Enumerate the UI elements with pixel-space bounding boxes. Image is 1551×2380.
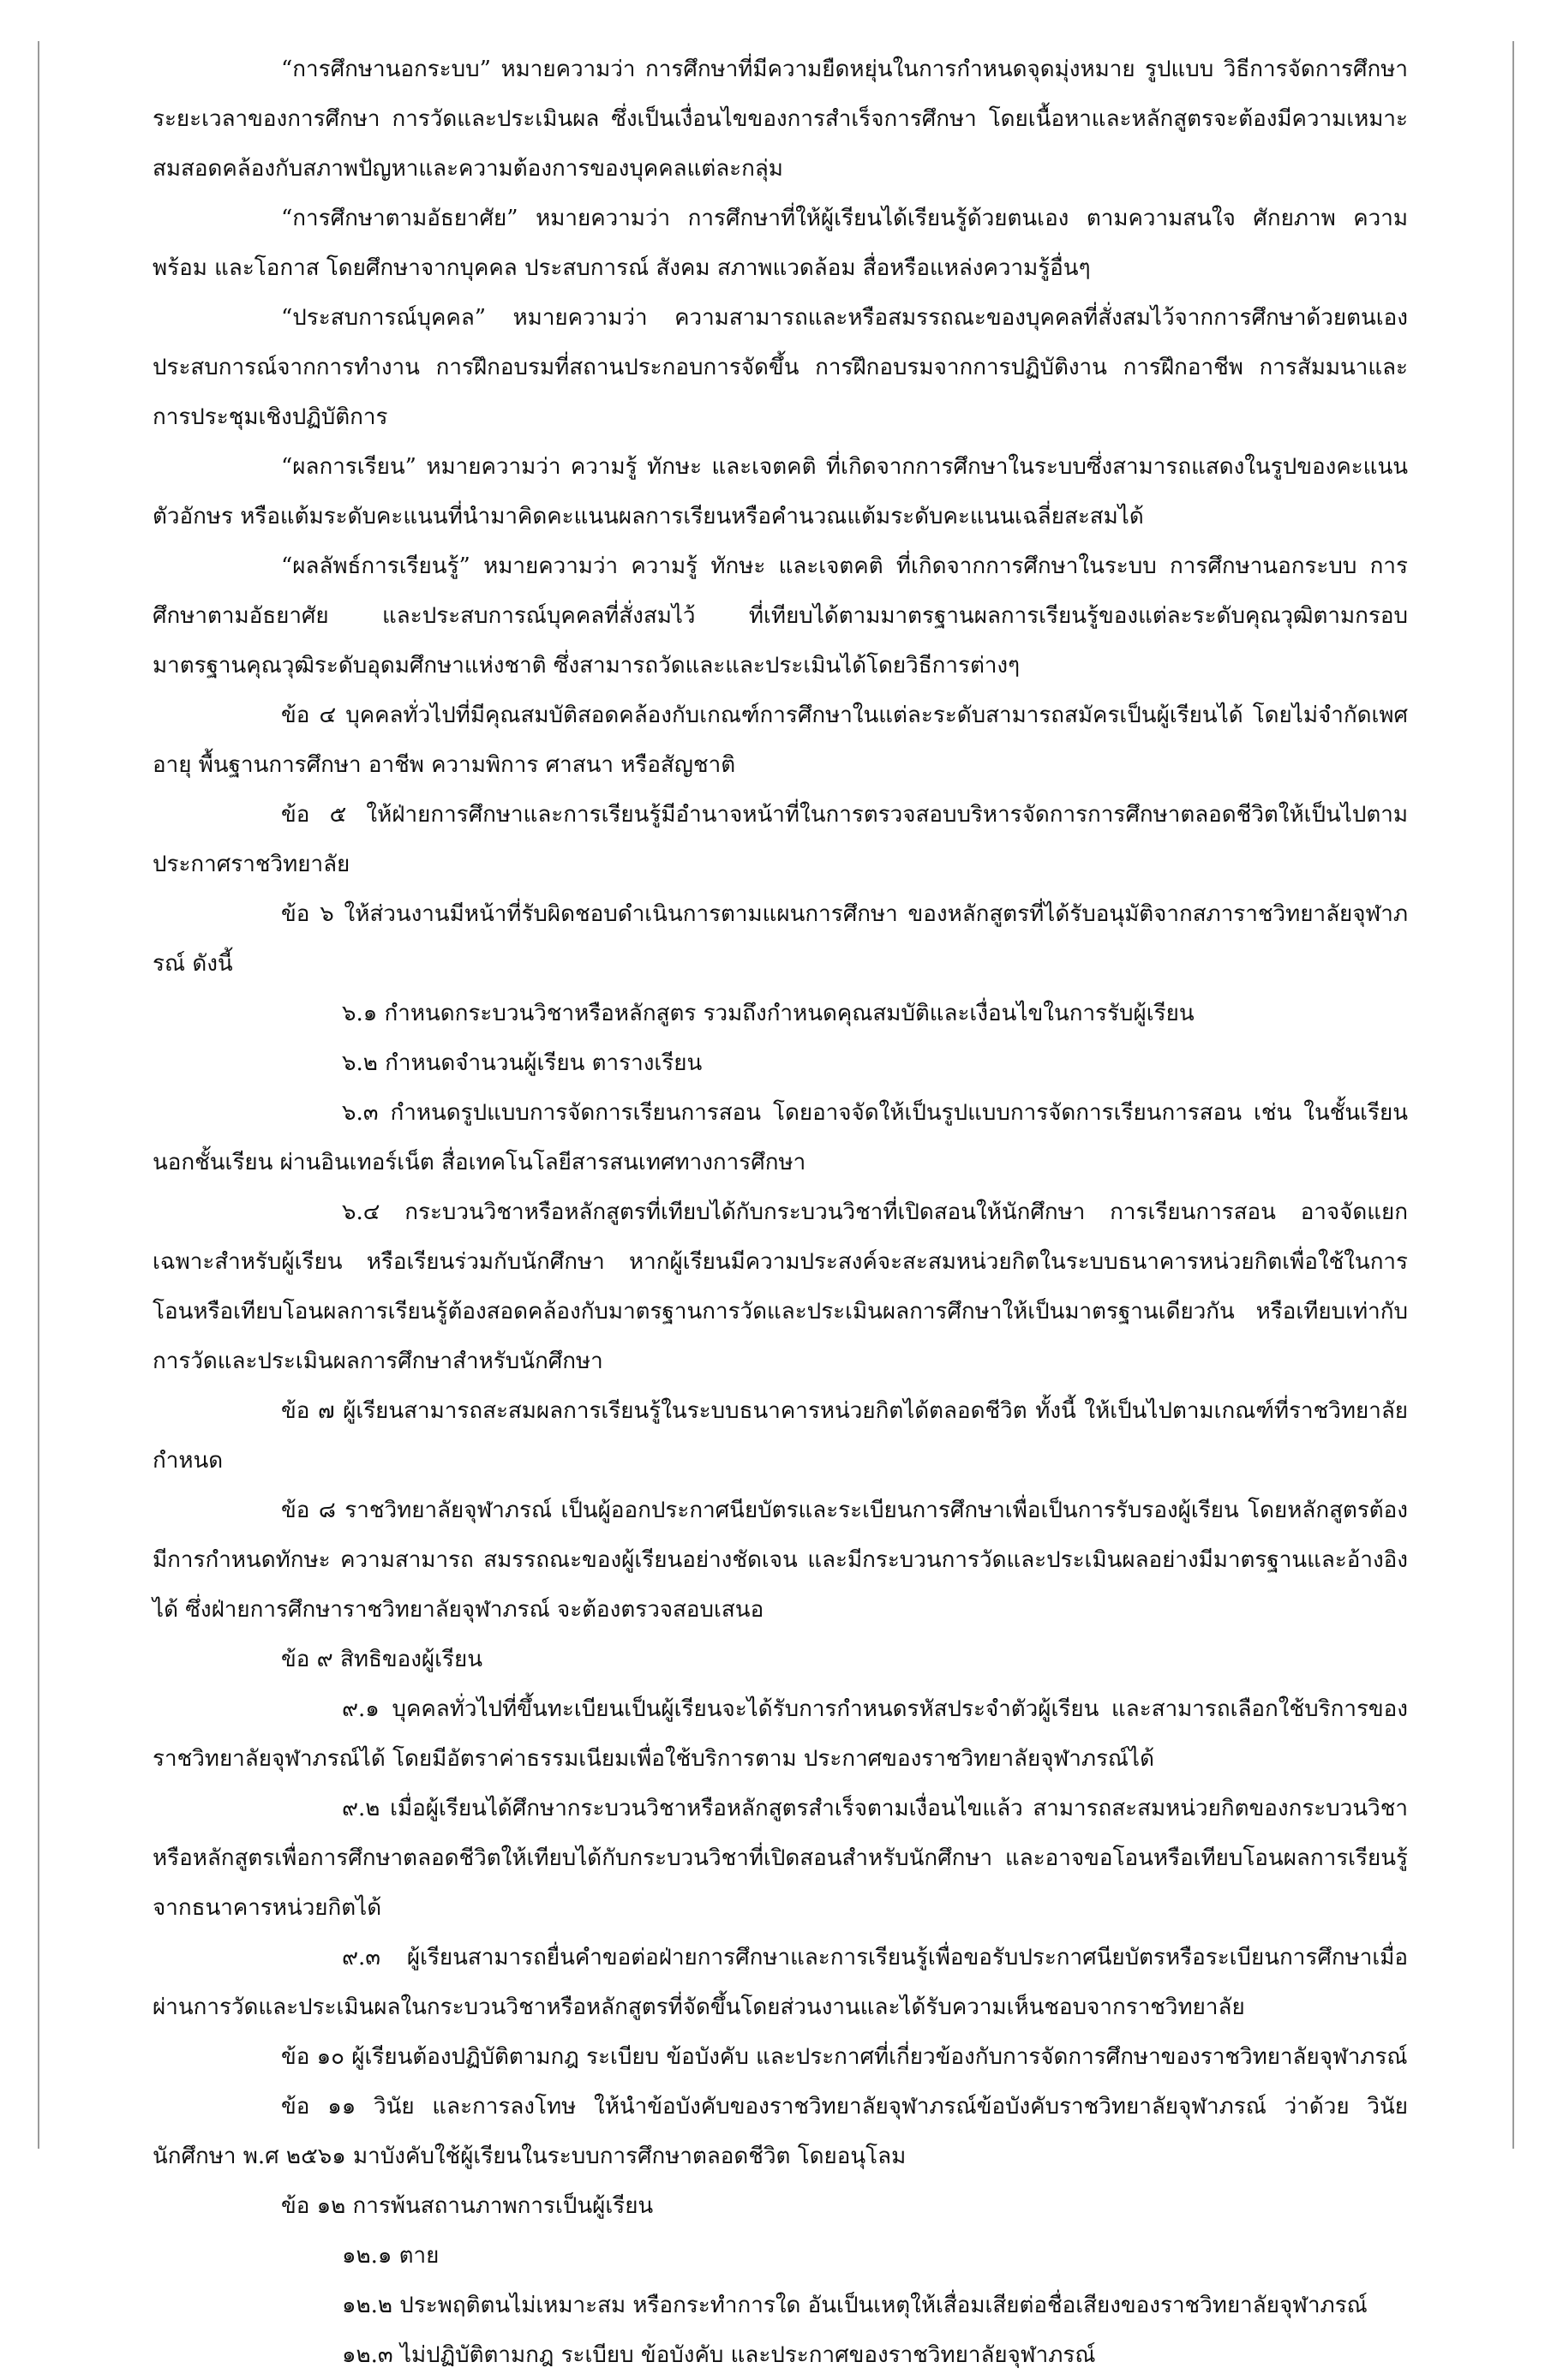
- definition-academic-results: “ผลการเรียน” หมายความว่า ความรู้ ทักษะ และเจตคติ ที่เกิดจากการศึกษาในระบบซึ่งสามารถแสดงในรูปของคะแนนตัวอักษร หรือแต้มระดับคะแนนที่นำมาคิดคะแนนผลการเรียนหรือคำนวณแต้มระดับคะแนนเฉลี่ยสะสมได้: [153, 454, 1408, 529]
- document-body: [153, 45, 1408, 2380]
- clause-10: ข้อ ๑๐ ผู้เรียนต้องปฏิบัติตามกฎ ระเบียบ ข้อบังคับ และประกาศที่เกี่ยวข้องกับการจัดการศึกษาของราชวิทยาลัยจุฬาภรณ์: [281, 2044, 1408, 2070]
- clause-12: ข้อ ๑๒ การพ้นสถานภาพการเป็นผู้เรียน: [281, 2193, 654, 2219]
- clause-12-1: ๑๒.๑ ตาย: [342, 2243, 440, 2269]
- clause-6-4: ๖.๔ กระบวนวิชาหรือหลักสูตรที่เทียบได้กับกระบวนวิชาที่เปิดสอนให้นักศึกษา การเรียนการสอน อาจจัดแยกเฉพาะสำหรับผู้เรียน หรือเรียนร่วมกับนักศึกษา หากผู้เรียนมีความประสงค์จะสะสมหน่วยกิตในระบบธนาคารหน่วยกิตเพื่อใช้ในการโอนหรือเทียบโอนผลการเรียนรู้ต้องสอดคล้องกับมาตรฐานการวัดและประเมินผลการศึกษาให้เป็นมาตรฐานเดียวกัน หรือเทียบเท่ากับการวัดและประเมินผลการศึกษาสำหรับนักศึกษา: [153, 1199, 1408, 1374]
- clause-9-3: ๙.๓ ผู้เรียนสามารถยื่นคำขอต่อฝ่ายการศึกษาและการเรียนรู้เพื่อขอรับประกาศนียบัตรหรือระเบียนการศึกษาเมื่อผ่านการวัดและประเมินผลในกระบวนวิชาหรือหลักสูตรที่จัดขึ้นโดยส่วนงานและได้รับความเห็นชอบจากราชวิทยาลัย: [153, 1945, 1408, 2020]
- clause-5: ข้อ ๕ ให้ฝ่ายการศึกษาและการเรียนรู้มีอำนาจหน้าที่ในการตรวจสอบบริหารจัดการการศึกษาตลอดชีวิตให้เป็นไปตามประกาศราชวิทยาลัย: [153, 802, 1408, 877]
- clause-6-1: ๖.๑ กำหนดกระบวนวิชาหรือหลักสูตร รวมถึงกำหนดคุณสมบัติและเงื่อนไขในการรับผู้เรียน: [342, 1001, 1195, 1026]
- clause-12-2: ๑๒.๒ ประพฤติตนไม่เหมาะสม หรือกระทำการใด อันเป็นเหตุให้เสื่อมเสียต่อชื่อเสียงของราชวิทยาลัยจุฬาภรณ์: [342, 2293, 1368, 2318]
- clause-6-3: ๖.๓ กำหนดรูปแบบการจัดการเรียนการสอน โดยอาจจัดให้เป็นรูปแบบการจัดการเรียนการสอน เช่น ในชั้นเรียน นอกชั้นเรียน ผ่านอินเทอร์เน็ต สื่อเทคโนโลยีสารสนเทศทางการศึกษา: [153, 1100, 1408, 1175]
- clause-7: ข้อ ๗ ผู้เรียนสามารถสะสมผลการเรียนรู้ในระบบธนาคารหน่วยกิตได้ตลอดชีวิต ทั้งนี้ ให้เป็นไปตามเกณฑ์ที่ราชวิทยาลัยกำหนด: [153, 1398, 1408, 1474]
- definition-personal-experience: “ประสบการณ์บุคคล” หมายความว่า ความสามารถและหรือสมรรถณะของบุคคลที่สั่งสมไว้จากการศึกษาด้วยตนเอง ประสบการณ์จากการทำงาน การฝึกอบรมที่สถานประกอบการจัดขึ้น การฝึกอบรมจากการปฏิบัติงาน การฝึกอาชีพ การสัมมนาและการประชุมเชิงปฏิบัติการ: [153, 305, 1408, 430]
- clause-6-2: ๖.๒ กำหนดจำนวนผู้เรียน ตารางเรียน: [342, 1050, 703, 1076]
- clause-12-3: ๑๒.๓ ไม่ปฏิบัติตามกฎ ระเบียบ ข้อบังคับ และประกาศของราชวิทยาลัยจุฬาภรณ์: [342, 2342, 1096, 2368]
- right-margin-rule: [1512, 41, 1514, 2149]
- clause-6: ข้อ ๖ ให้ส่วนงานมีหน้าที่รับผิดชอบดำเนินการตามแผนการศึกษา ของหลักสูตรที่ได้รับอนุมัติจากสภาราชวิทยาลัยจุฬาภรณ์ ดังนี้: [153, 901, 1408, 977]
- left-margin-rule: [38, 41, 39, 2149]
- clause-4: ข้อ ๔ บุคคลทั่วไปที่มีคุณสมบัติสอดคล้องกับเกณฑ์การศึกษาในแต่ละระดับสามารถสมัครเป็นผู้เรียนได้ โดยไม่จำกัดเพศ อายุ พื้นฐานการศึกษา อาชีพ ความพิการ ศาสนา หรือสัญชาติ: [153, 703, 1408, 778]
- definition-nonformal-education: “การศึกษานอกระบบ” หมายความว่า การศึกษาที่มีความยืดหยุ่นในการกำหนดจุดมุ่งหมาย รูปแบบ วิธีการจัดการศึกษา ระยะเวลาของการศึกษา การวัดและประเมินผล ซึ่งเป็นเงื่อนไขของการสำเร็จการศึกษา โดยเนื้อหาและหลักสูตรจะต้องมีความเหมาะสมสอดคล้องกับสภาพปัญหาและความต้องการของบุคคลแต่ละกลุ่ม: [153, 57, 1408, 182]
- clause-9: ข้อ ๙ สิทธิของผู้เรียน: [281, 1647, 483, 1672]
- definition-informal-education: “การศึกษาตามอัธยาศัย” หมายความว่า การศึกษาที่ให้ผู้เรียนได้เรียนรู้ด้วยตนเอง ตามความสนใจ ศักยภาพ ความพร้อม และโอกาส โดยศึกษาจากบุคคล ประสบการณ์ สังคม สภาพแวดล้อม สื่อหรือแหล่งความรู้อื่นๆ: [153, 206, 1408, 281]
- clause-9-1: ๙.๑ บุคคลทั่วไปที่ขึ้นทะเบียนเป็นผู้เรียนจะได้รับการกำหนดรหัสประจำตัวผู้เรียน และสามารถเลือกใช้บริการของราชวิทยาลัยจุฬาภรณ์ได้ โดยมีอัตราค่าธรรมเนียมเพื่อใช้บริการตาม ประกาศของราชวิทยาลัยจุฬาภรณ์ได้: [153, 1696, 1408, 1772]
- clause-11: ข้อ ๑๑ วินัย และการลงโทษ ให้นำข้อบังคับของราชวิทยาลัยจุฬาภรณ์ข้อบังคับราชวิทยาลัยจุฬาภรณ์ ว่าด้วย วินัยนักศึกษา พ.ศ ๒๕๖๑ มาบังคับใช้ผู้เรียนในระบบการศึกษาตลอดชีวิต โดยอนุโลม: [153, 2094, 1408, 2169]
- definition-learning-outcomes: “ผลลัพธ์การเรียนรู้” หมายความว่า ความรู้ ทักษะ และเจตคติ ที่เกิดจากการศึกษาในระบบ การศึกษานอกระบบ การศึกษาตามอัธยาศัย และประสบการณ์บุคคลที่สั่งสมไว้ ที่เทียบได้ตามมาตรฐานผลการเรียนรู้ของแต่ละระดับคุณวุฒิตามกรอบมาตรฐานคุณวุฒิระดับอุดมศึกษาแห่งชาติ ซึ่งสามารถวัดและและประเมินได้โดยวิธีการต่างๆ: [153, 553, 1408, 679]
- clause-8: ข้อ ๘ ราชวิทยาลัยจุฬาภรณ์ เป็นผู้ออกประกาศนียบัตรและระเบียนการศึกษาเพื่อเป็นการรับรองผู้เรียน โดยหลักสูตรต้องมีการกำหนดทักษะ ความสามารถ สมรรถณะของผู้เรียนอย่างชัดเจน และมีกระบวนการวัดและประเมินผลอย่างมีมาตรฐานและอ้างอิงได้ ซึ่งฝ่ายการศึกษาราชวิทยาลัยจุฬาภรณ์ จะต้องตรวจสอบเสนอ: [153, 1498, 1408, 1623]
- clause-9-2: ๙.๒ เมื่อผู้เรียนได้ศึกษากระบวนวิชาหรือหลักสูตรสำเร็จตามเงื่อนไขแล้ว สามารถสะสมหน่วยกิตของกระบวนวิชาหรือหลักสูตรเพื่อการศึกษาตลอดชีวิตให้เทียบได้กับกระบวนวิชาที่เปิดสอนสำหรับนักศึกษา และอาจขอโอนหรือเทียบโอนผลการเรียนรู้จากธนาคารหน่วยกิตได้: [153, 1796, 1408, 1921]
